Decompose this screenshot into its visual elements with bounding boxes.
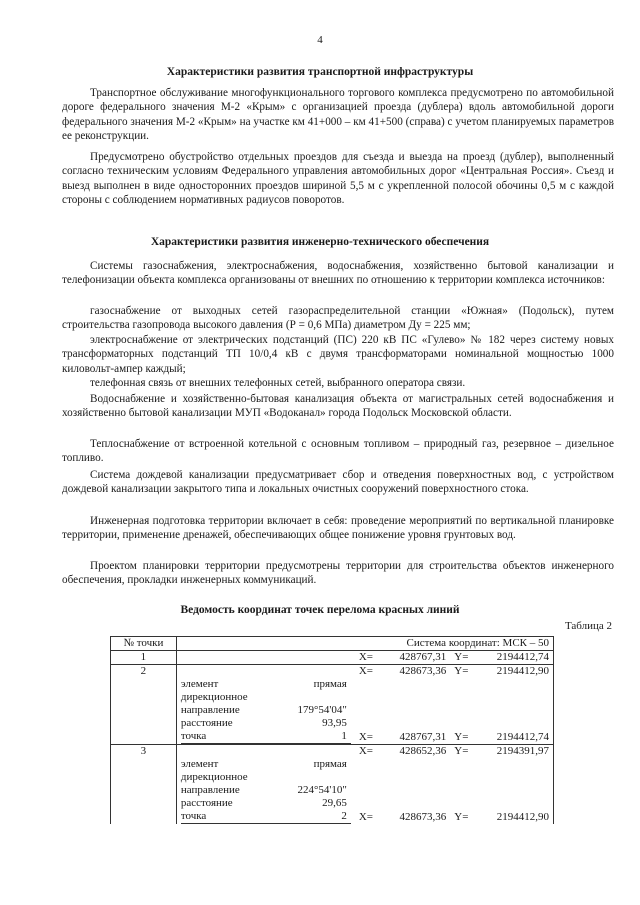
point-number: 1 — [111, 651, 177, 665]
table-row: 1 X= 428767,31 Y= 2194412,74 — [111, 651, 554, 665]
header-point: № точки — [111, 637, 177, 651]
segment-detail: элемент прямая дирекционное направление 224°54'10" расстояние 29,65 точка 2 X= 428673,36 Y= 2194412,90 — [111, 758, 554, 824]
engineering-paragraph: электроснабжение от электрических подстанций (ПС) 220 кВ ПС «Гулево» № 182 через систему новых трансформаторных подстанций ТП 10/0,4 кВ с двумя трансформаторами номинальной мощностью 1000 киловольт-ампер каждый; — [62, 334, 614, 375]
engineering-paragraph: телефонная связь от внешних телефонных сетей, выбранного оператора связи. — [90, 377, 466, 389]
to-y-value: 2194412,90 — [476, 758, 554, 824]
engineering-paragraph: Система дождевой канализации предусматривает сбор и отведения поверхностных вод, с устройством дождевой канализации закрытого типа и локальных очистных сооружений поверхностного стока. — [62, 469, 614, 496]
table-title: Ведомость координат точек перелома красных линий — [180, 604, 460, 616]
page-number: 4 — [317, 34, 323, 46]
section-title-engineering: Характеристики развития инженерно-технического обеспечения — [150, 236, 490, 248]
to-x-value: 428767,31 — [399, 731, 447, 743]
segment-type: прямая — [313, 758, 347, 770]
y-value: 2194391,97 — [476, 745, 554, 759]
segment-type: прямая — [313, 678, 347, 690]
distance-value: 93,95 — [322, 717, 347, 729]
to-x-value: 428673,36 — [399, 811, 447, 823]
table-caption: Таблица 2 — [564, 620, 612, 632]
engineering-paragraph: Теплоснабжение от встроенной котельной с основным топливом – природный газ, резервное – дизельное топливо. — [62, 438, 614, 465]
header-system: Система координат: МСК – 50 — [355, 637, 554, 651]
section-title-transport: Характеристики развития транспортной инфраструктуры — [166, 66, 474, 78]
table-row: 3 X= 428652,36 Y= 2194391,97 — [111, 745, 554, 759]
x-value: 428652,36 — [387, 745, 450, 759]
to-y-value: 2194412,74 — [476, 678, 554, 745]
segment-detail: элемент прямая дирекционное направление 179°54'04" расстояние 93,95 точка 1 X= 428767,31 Y= 2194412,74 — [111, 678, 554, 745]
engineering-paragraph: газоснабжение от выходных сетей газораспределительной станции «Южная» (Подольск), путем строительства газопровода высокого давления (Р = 0,6 МПа) диаметром Ду = 225 мм; — [62, 305, 614, 332]
to-point: 1 — [341, 730, 347, 742]
engineering-paragraph: Проектом планировки территории предусмотрены территории для строительства объектов инженерного обеспечения, прокладки инженерных коммуникаций. — [62, 560, 614, 587]
engineering-paragraph: Водоснабжение и хозяйственно-бытовая канализация объекта от магистральных сетей водоснабжения и хозяйственно бытовой канализации МУП «Водоканал» города Подольск Московской области. — [62, 393, 614, 420]
x-value: 428673,36 — [387, 665, 450, 679]
y-value: 2194412,74 — [476, 651, 554, 665]
x-value: 428767,31 — [387, 651, 450, 665]
engineering-paragraph: Инженерная подготовка территории включает в себя: проведение мероприятий по вертикальной планировке территории, применение дренажей, обеспечивающих общее понижение уровня грунтовых вод. — [62, 515, 614, 542]
table-header-row — [111, 637, 554, 651]
transport-paragraph: Предусмотрено обустройство отдельных проездов для съезда и выезда на проезд (дублер), выполненный согласно техническим условиям Федерального управления автомобильных дорог «Центральная Россия». Съезд и выезд выполнен в виде односторонних проездов шириной 5,5 м с укрепленной полосой обочины 0,5 м с каждой стороны с соблюдением нормативных радиусов поворотов. — [62, 151, 614, 206]
distance-value: 29,65 — [322, 797, 347, 809]
table-row: 2 X= 428673,36 Y= 2194412,90 — [111, 665, 554, 679]
engineering-paragraph: Системы газоснабжения, электроснабжения, водоснабжения, хозяйственно бытовой канализации и телефонизации объекта комплекса организованы от внешних по отношению к территории комплекса источников: — [62, 260, 614, 287]
point-number: 3 — [111, 745, 177, 759]
point-number: 2 — [111, 665, 177, 679]
direction-angle: 179°54'04" — [297, 704, 347, 716]
direction-angle: 224°54'10" — [297, 784, 347, 796]
transport-paragraph: Транспортное обслуживание многофункционального торгового комплекса предусмотрено по автомобильной дороге федерального значения М-2 «Крым» с организацией проезда (дублера) вдоль автомобильной дороги федерального значения М-2 «Крым» на участке км 41+000 – км 41+500 (справа) с учетом планируемых параметров ее реконструкции. — [62, 87, 614, 142]
to-point: 2 — [341, 810, 347, 822]
y-value: 2194412,90 — [476, 665, 554, 679]
coordinates-table — [110, 636, 554, 824]
